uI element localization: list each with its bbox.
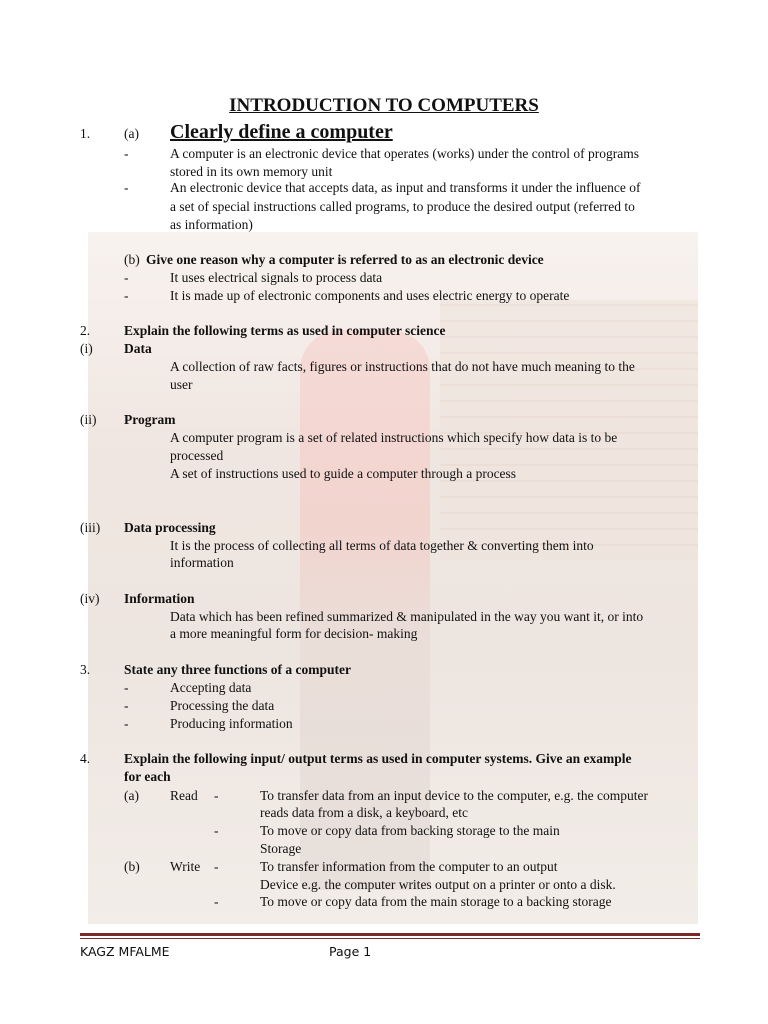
q1-a-line-3: An electronic device that accepts data, as input and transforms it under the influence of: [170, 180, 641, 195]
q1-a-line-4: a set of special instructions called programs, to produce the desired output (referred to: [170, 199, 635, 214]
q4-b-term: Write: [170, 859, 201, 874]
q3-item-1: Accepting data: [170, 680, 252, 695]
q2-iv-term: Information: [124, 591, 195, 606]
q2-iv-label: (iv): [80, 591, 100, 606]
q4-title-line-2: for each: [124, 769, 171, 784]
q4-b-line-3: To move or copy data from the main storage to a backing storage: [260, 894, 612, 909]
dash: -: [124, 698, 129, 713]
q4-a-line-2: reads data from a disk, a keyboard, etc: [260, 805, 469, 820]
q2-ii-line-2: processed: [170, 448, 224, 463]
q4-a-line-3: To move or copy data from backing storage to the main: [260, 823, 560, 838]
footer-page-number: Page 1: [329, 944, 372, 959]
footer-author: KAGZ MFALME: [80, 944, 170, 959]
q1-part-a-label: (a): [124, 126, 139, 141]
dash: -: [214, 859, 219, 874]
q2-iii-line-2: information: [170, 555, 234, 570]
q4-number: 4.: [80, 751, 91, 766]
q2-ii-line-3: A set of instructions used to guide a computer through a process: [170, 466, 517, 481]
q2-iii-label: (iii): [80, 520, 101, 535]
q2-i-label: (i): [80, 341, 93, 356]
q3-item-3: Producing information: [170, 716, 293, 731]
q2-i-line-1: A collection of raw facts, figures or instructions that do not have much meaning to the: [170, 359, 635, 374]
q2-number: 2.: [80, 323, 91, 338]
dash: -: [124, 680, 129, 695]
q1-a-line-2: stored in its own memory unit: [170, 164, 333, 179]
q1-part-b-label: (b): [124, 252, 140, 267]
q4-a-label: (a): [124, 788, 139, 803]
q2-ii-line-1: A computer program is a set of related instructions which specify how data is to be: [170, 430, 618, 445]
q3-item-2: Processing the data: [170, 698, 275, 713]
dash: -: [124, 180, 129, 195]
q2-iii-term: Data processing: [124, 520, 216, 535]
dash: -: [214, 894, 219, 909]
q1-number: 1.: [80, 126, 91, 141]
q1-a-line-5: as information): [170, 217, 253, 232]
q2-ii-label: (ii): [80, 412, 97, 427]
q2-iv-line-1: Data which has been refined summarized & manipulated in the way you want it, or into: [170, 609, 644, 624]
dash: -: [124, 270, 129, 285]
dash: -: [124, 146, 129, 161]
page-title: INTRODUCTION TO COMPUTERS: [229, 95, 539, 116]
q2-ii-term: Program: [124, 412, 176, 427]
q4-b-line-2: Device e.g. the computer writes output on a printer or onto a disk.: [260, 877, 616, 892]
q4-title-line-1: Explain the following input/ output terms as used in computer systems. Give an example: [124, 751, 632, 766]
dash: -: [214, 788, 219, 803]
q1-part-b-title: Give one reason why a computer is referred to as an electronic device: [146, 252, 544, 267]
q2-title: Explain the following terms as used in computer science: [124, 323, 446, 338]
q1-part-a-title: Clearly define a computer: [170, 121, 393, 143]
dash: -: [124, 288, 129, 303]
q4-b-line-1: To transfer information from the computer to an output: [260, 859, 558, 874]
q1-a-line-1: A computer is an electronic device that operates (works) under the control of programs: [170, 146, 639, 161]
q2-i-line-2: user: [170, 377, 193, 392]
dash: -: [124, 716, 129, 731]
q1-b-line-1: It uses electrical signals to process data: [170, 270, 383, 285]
q2-iii-line-1: It is the process of collecting all terms of data together & converting them into: [170, 538, 594, 553]
q4-b-label: (b): [124, 859, 140, 874]
q3-title: State any three functions of a computer: [124, 662, 351, 677]
dash: -: [214, 823, 219, 838]
q3-number: 3.: [80, 662, 91, 677]
q1-b-line-2: It is made up of electronic components and uses electric energy to operate: [170, 288, 570, 303]
footer-rule-thin: [80, 938, 700, 939]
q4-a-line-4: Storage: [260, 841, 302, 856]
q4-a-term: Read: [170, 788, 198, 803]
q4-a-line-1: To transfer data from an input device to the computer, e.g. the computer: [260, 788, 648, 803]
q2-i-term: Data: [124, 341, 152, 356]
footer-rule-thick: [80, 933, 700, 936]
q2-iv-line-2: a more meaningful form for decision- making: [170, 626, 418, 641]
